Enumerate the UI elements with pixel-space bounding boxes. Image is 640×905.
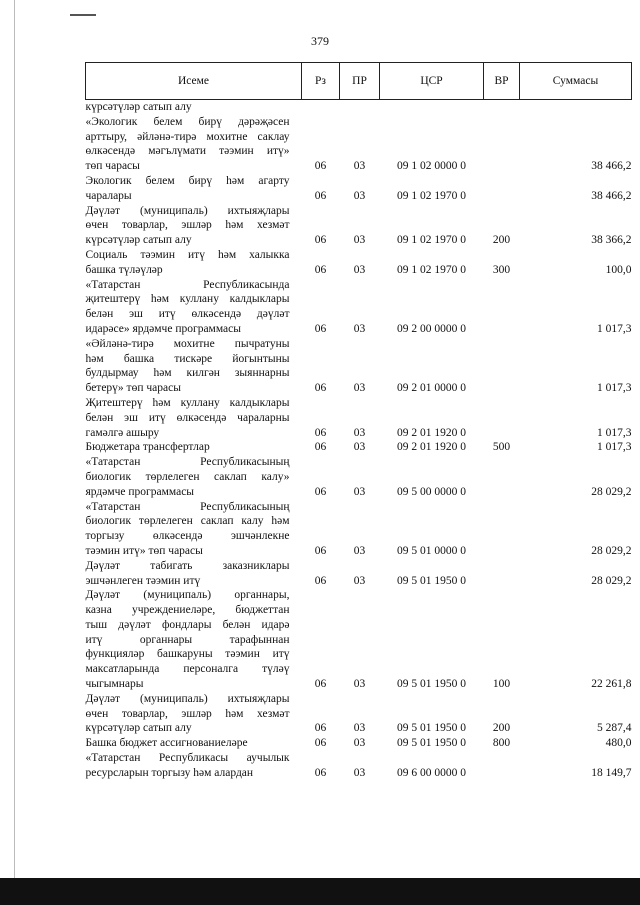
table-row <box>86 278 632 337</box>
row-sum <box>520 100 632 115</box>
row-name-line: Дәүләт табигать заказниклары <box>85 559 290 572</box>
row-name-line: күрсәтүләр сатып алу <box>85 234 192 247</box>
row-name-line: өчен товарлар, эшләр һәм хезмәт <box>85 219 290 232</box>
budget-table <box>85 62 632 781</box>
row-name-line: чаралары <box>85 189 132 202</box>
row-name-line: казна учреждениеләре, бюджеттан <box>85 604 290 617</box>
row-name-line: «Татарстан Республикасы аучылык <box>85 752 290 765</box>
row-name-line: өчен товарлар, эшләр һәм хезмәт <box>85 707 290 720</box>
row-name-line: Дәүләт (муниципаль) ихтыяҗлары <box>85 692 290 705</box>
row-csr: 09 1 02 1970 0 <box>397 234 466 247</box>
table-row <box>86 736 632 751</box>
row-vr <box>484 115 520 174</box>
row-csr <box>380 100 484 115</box>
row-name-line: Дәүләт (муниципаль) органнары, <box>85 589 290 602</box>
row-name-line: Бюджетара трансфертлар <box>85 441 210 454</box>
row-name-line: белән эш итү өлкәсендә дәүләт <box>85 308 290 321</box>
row-sum: 1 017,3 <box>597 441 632 454</box>
row-name-line: һәм башка тискәре йогынтыны <box>85 352 290 365</box>
row-rz: 06 <box>314 426 327 439</box>
row-rz: 06 <box>314 678 327 691</box>
row-sum: 1 017,3 <box>597 322 632 335</box>
row-rz <box>302 100 340 115</box>
row-name-line: максатларында персоналга түләү <box>85 663 290 676</box>
row-name-line: җитештерү һәм куллану калдыклары <box>85 293 290 306</box>
row-name <box>86 100 302 115</box>
row-name-line: тыш дәүләт фондлары белән идарә <box>85 618 290 631</box>
row-name-line: булдырмау һәм килгән зыяннарны <box>85 367 290 380</box>
row-name-line: торгызу өлкәсендә эшчәнлекне <box>85 530 290 543</box>
table-row <box>86 751 632 781</box>
row-vr <box>484 455 520 499</box>
row-vr <box>484 100 520 115</box>
row-pr: 03 <box>353 737 366 750</box>
row-csr: 09 5 01 1950 0 <box>397 722 466 735</box>
row-name <box>86 115 302 174</box>
scan-mark <box>70 14 96 16</box>
row-name <box>86 174 302 204</box>
row-sum: 1 017,3 <box>597 382 632 395</box>
row-rz: 06 <box>314 441 327 454</box>
row-rz: 06 <box>314 234 327 247</box>
row-pr: 03 <box>353 426 366 439</box>
row-csr: 09 5 01 0000 0 <box>397 544 466 557</box>
row-name-line: Дәүләт (муниципаль) ихтыяҗлары <box>85 204 290 217</box>
row-rz: 06 <box>314 722 327 735</box>
row-pr: 03 <box>353 574 366 587</box>
row-csr: 09 5 01 1950 0 <box>397 574 466 587</box>
row-sum: 38 366,2 <box>591 234 632 247</box>
row-name-line: тәэмин итү» төп чарасы <box>85 544 203 557</box>
row-rz: 06 <box>314 574 327 587</box>
row-name <box>86 396 302 440</box>
row-sum: 480,0 <box>605 737 632 750</box>
row-pr: 03 <box>353 678 366 691</box>
row-pr: 03 <box>353 766 366 779</box>
row-csr: 09 1 02 0000 0 <box>397 160 466 173</box>
row-name-line: идарәсе» ярдәмче программасы <box>85 322 241 335</box>
row-name-line: функцияләр башкаруны тәэмин итү <box>85 648 290 661</box>
header-name: Исеме <box>86 63 302 100</box>
row-vr <box>484 278 520 337</box>
row-name-line: «Татарстан Республикасының <box>85 500 290 513</box>
row-csr: 09 2 01 1920 0 <box>397 441 466 454</box>
row-name-line: төп чарасы <box>85 160 140 173</box>
row-rz: 06 <box>314 160 327 173</box>
table-row <box>86 115 632 174</box>
row-name-line: күрсәтүләр сатып алу <box>85 101 192 113</box>
row-pr: 03 <box>353 485 366 498</box>
row-csr: 09 5 01 1950 0 <box>397 737 466 750</box>
row-sum: 28 029,2 <box>591 485 632 498</box>
row-sum: 1 017,3 <box>597 426 632 439</box>
row-pr: 03 <box>353 234 366 247</box>
row-name-line: Социаль тәэмин итү һәм халыкка <box>85 248 290 261</box>
row-csr: 09 1 02 1970 0 <box>397 263 466 276</box>
table-row <box>86 588 632 692</box>
row-name <box>86 751 302 781</box>
row-name <box>86 588 302 692</box>
table-row <box>86 204 632 248</box>
row-name-line: белән эш итү өлкәсендә чараларны <box>85 411 290 424</box>
row-rz: 06 <box>314 382 327 395</box>
table-row <box>86 455 632 499</box>
row-name-line: ярдәмче программасы <box>85 485 195 498</box>
row-name <box>86 455 302 499</box>
row-name-line: башка түләүләр <box>85 263 163 276</box>
header-vr: ВР <box>484 63 520 100</box>
header-csr: ЦСР <box>380 63 484 100</box>
row-pr: 03 <box>353 722 366 735</box>
row-name-line: «Татарстан Республикасында <box>85 278 290 291</box>
scan-edge <box>14 0 15 905</box>
row-pr: 03 <box>353 263 366 276</box>
table-row <box>86 174 632 204</box>
row-name-line: чыгымнары <box>85 678 144 691</box>
row-rz: 06 <box>314 544 327 557</box>
row-name-line: Экологик белем бирү һәм агарту <box>85 174 290 187</box>
row-sum: 38 466,2 <box>591 160 632 173</box>
row-name <box>86 559 302 589</box>
row-vr: 100 <box>492 678 511 691</box>
table-header-row <box>86 63 632 100</box>
row-vr <box>484 174 520 204</box>
row-sum: 38 466,2 <box>591 189 632 202</box>
row-csr: 09 2 01 1920 0 <box>397 426 466 439</box>
row-vr <box>484 337 520 396</box>
row-rz: 06 <box>314 737 327 750</box>
table-row <box>86 396 632 440</box>
row-vr: 200 <box>492 234 511 247</box>
scan-bottom-border <box>0 878 640 905</box>
table-row <box>86 248 632 278</box>
row-name-line: биологик төрлелеген саклап калу» <box>85 470 290 483</box>
row-csr: 09 5 00 0000 0 <box>397 485 466 498</box>
row-sum: 22 261,8 <box>591 678 632 691</box>
header-pr: ПР <box>340 63 380 100</box>
row-name-line: «Әйләнә-тирә мохитне пычратуны <box>85 337 290 350</box>
row-name <box>86 500 302 559</box>
row-name-line: итү органнары тарафыннан <box>85 633 290 646</box>
row-name-line: эшчәнлеген тәэмин итү <box>85 574 201 587</box>
row-pr <box>340 100 380 115</box>
row-vr <box>484 500 520 559</box>
row-vr <box>484 751 520 781</box>
table-row <box>86 100 632 115</box>
row-pr: 03 <box>353 322 366 335</box>
table-row <box>86 559 632 589</box>
row-sum: 28 029,2 <box>591 544 632 557</box>
row-rz: 06 <box>314 485 327 498</box>
row-pr: 03 <box>353 160 366 173</box>
row-name-line: «Татарстан Республикасының <box>85 456 290 469</box>
header-sum: Суммасы <box>520 63 632 100</box>
row-pr: 03 <box>353 441 366 454</box>
row-sum: 18 149,7 <box>591 766 632 779</box>
table-row <box>86 500 632 559</box>
row-name-line: күрсәтүләр сатып алу <box>85 722 192 735</box>
row-name-line: Башка бюджет ассигнованиеләре <box>85 737 248 750</box>
row-name <box>86 736 302 751</box>
row-name <box>86 440 302 455</box>
row-name <box>86 248 302 278</box>
row-name <box>86 337 302 396</box>
row-name-line: ресурсларын торгызу һәм алардан <box>85 766 254 779</box>
row-name-line: арттыру, әйләнә-тирә мохитне саклау <box>85 130 290 143</box>
row-vr: 300 <box>492 263 511 276</box>
row-csr: 09 1 02 1970 0 <box>397 189 466 202</box>
row-rz: 06 <box>314 766 327 779</box>
table-row <box>86 692 632 736</box>
row-csr: 09 5 01 1950 0 <box>397 678 466 691</box>
row-name-line: «Экологик белем бирү дәрәҗәсен <box>85 115 290 128</box>
row-csr: 09 2 00 0000 0 <box>397 322 466 335</box>
table-row <box>86 440 632 455</box>
row-pr: 03 <box>353 544 366 557</box>
page-number: 379 <box>311 34 329 48</box>
row-name <box>86 692 302 736</box>
row-name-line: өлкәсендә мәгълүмати тәэмин итү» <box>85 145 290 158</box>
row-sum: 100,0 <box>605 263 632 276</box>
row-csr: 09 6 00 0000 0 <box>397 766 466 779</box>
row-rz: 06 <box>314 189 327 202</box>
row-name <box>86 204 302 248</box>
table-body <box>86 100 632 781</box>
row-sum: 28 029,2 <box>591 574 632 587</box>
row-csr: 09 2 01 0000 0 <box>397 382 466 395</box>
row-sum: 5 287,4 <box>597 722 632 735</box>
row-name-line: бетерү» төп чарасы <box>85 382 181 395</box>
header-rz: Рз <box>302 63 340 100</box>
row-name-line: Җитештерү һәм куллану калдыклары <box>85 396 290 409</box>
row-name-line: биологик төрлелеген саклап калу һәм <box>85 515 290 528</box>
row-name <box>86 278 302 337</box>
row-vr: 800 <box>492 737 511 750</box>
row-name-line: гамәлгә ашыру <box>85 426 160 439</box>
row-pr: 03 <box>353 382 366 395</box>
row-vr <box>484 396 520 440</box>
row-vr <box>484 559 520 589</box>
row-rz: 06 <box>314 322 327 335</box>
row-pr: 03 <box>353 189 366 202</box>
row-vr: 200 <box>492 722 511 735</box>
row-vr: 500 <box>492 441 511 454</box>
table-row <box>86 337 632 396</box>
row-rz: 06 <box>314 263 327 276</box>
